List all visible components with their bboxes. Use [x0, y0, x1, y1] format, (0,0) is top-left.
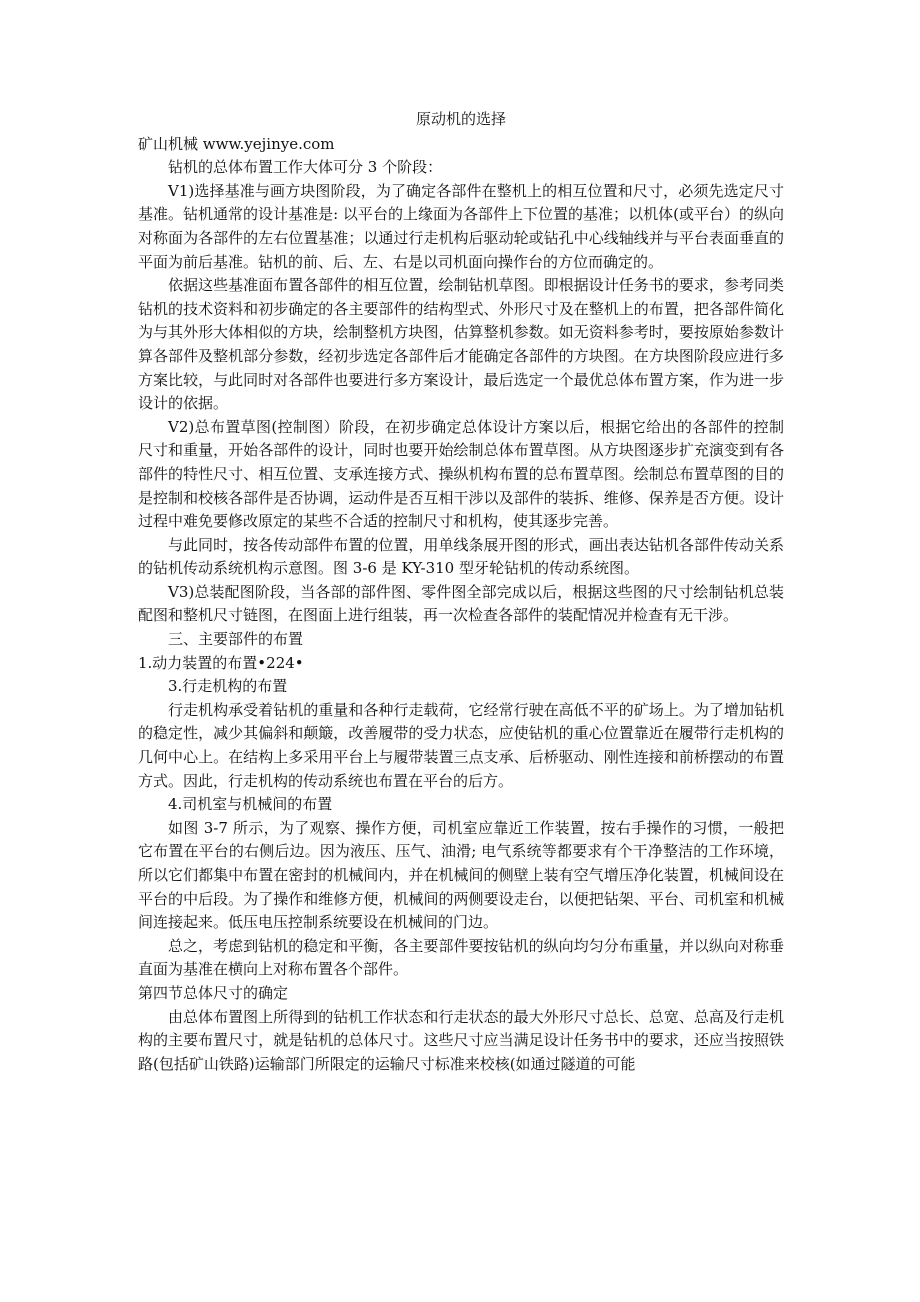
subheading-power-unit: 1.动力装置的布置•224•	[138, 653, 304, 672]
paragraph-stage-3: V3)总装配图阶段，当各部的部件图、零件图全部完成以后，根据这些图的尺寸绘制钻机总装配图和整机尺寸链图，在图面上进行组装，再一次检查各部件的装配情况并检查有无干涉。	[138, 582, 784, 625]
section-heading-main-parts: 三、主要部件的布置	[168, 630, 304, 649]
paragraph-cab-machinery: 如图 3-7 所示，为了观察、操作方便，司机室应靠近工作装置，按右手操作的习惯，一般把它布置在平台的右侧后边。因为液压、压气、油滑; 电气系统等都要求有个干净整洁的工作环境，所以它们都集中布置在密封的机械间内，并在机械间的侧壁上装有空气增压净化装置，机械间设在平台的中后段。为了操作和维修方便，机械间的两侧要设走台，以便把钻架、平台、司机室和机械间连接起来。低压电压控制系统要设在机械间的门边。	[138, 818, 784, 932]
paragraph-stage-1: V1)选择基准与画方块图阶段，为了确定各部件在整机上的相互位置和尺寸，必须先选定尺寸基准。钻机通常的设计基准是: 以平台的上缘面为各部件上下位置的基准；以机体(或平台）的纵向对称面为各部件的左右位置基准；以通过行走机构后驱动轮或钻孔中心线轴线并与平台表面垂直的平面为前后基准。钻机的前、后、左、右是以司机面向操作台的方位而确定的。	[138, 181, 784, 271]
document-title: 原动机的选择	[415, 110, 506, 128]
subheading-cab-machinery: 4.司机室与机械间的布置	[168, 795, 333, 814]
paragraph-intro: 钻机的总体布置工作大体可分 3 个阶段：	[168, 158, 443, 177]
document-page	[138, 108, 784, 1076]
paragraph-transmission: 与此同时，按各传动部件布置的位置，用单线条展开图的形式，画出表达钻机各部件传动关系的钻机传动系统机构示意图。图 3-6 是 KY-310 型牙轮钻机的传动系统图。	[138, 535, 784, 578]
source-line: 矿山机械 www.yejinye.com	[138, 134, 335, 153]
paragraph-stage-2: V2)总布置草图(控制图）阶段，在初步确定总体设计方案以后，根据它给出的各部件的控制尺寸和重量，开始各部件的设计，同时也要开始绘制总体布置草图。从方块图逐步扩充演变到有各部件的特性尺寸、相互位置、支承连接方式、操纵机构布置的总布置草图。绘制总布置草图的目的是控制和校核各部件是否协调，运动件是否互相干涉以及部件的装拆、维修、保养是否方便。设计过程中难免要修改原定的某些不合适的控制尺寸和机构，使其逐步完善。	[138, 417, 784, 531]
subheading-travel-mechanism: 3.行走机构的布置	[168, 677, 288, 696]
paragraph-travel-mechanism: 行走机构承受着钻机的重量和各种行走载荷，它经常行驶在高低不平的矿场上。为了增加钻机的稳定性，减少其偏斜和颠簸，改善履带的受力状态，应使钻机的重心位置靠近在履带行走机构的几何中心上。在结构上多采用平台上与履带装置三点支承、后桥驱动、刚性连接和前桥摆动的布置方式。因此，行走机构的传动系统也布置在平台的后方。	[138, 700, 784, 790]
section-heading-overall-dimensions: 第四节总体尺寸的确定	[138, 983, 289, 1002]
paragraph-overall-dimensions: 由总体布置图上所得到的钻机工作状态和行走状态的最大外形尺寸总长、总宽、总高及行走机构的主要布置尺寸，就是钻机的总体尺寸。这些尺寸应当满足设计任务书中的要求，还应当按照铁路(包括矿山铁路)运输部门所限定的运输尺寸标准来校核(如通过隧道的可能	[138, 1007, 784, 1073]
paragraph-summary: 总之，考虑到钻机的稳定和平衡，各主要部件要按钻机的纵向均匀分布重量，并以纵向对称垂直面为基准在横向上对称布置各个部件。	[138, 936, 784, 979]
paragraph-stage-1-detail: 依据这些基准面布置各部件的相互位置，绘制钻机草图。即根据设计任务书的要求，参考同类钻机的技术资料和初步确定的各主要部件的结构型式、外形尺寸及在整机上的布置，把各部件简化为与其外形大体相似的方块，绘制整机方块图，估算整机参数。如无资料参考时，要按原始参数计算各部件及整机部分参数，经初步选定各部件后才能确定各部件的方块图。在方块图阶段应进行多方案比较，与此同时对各部件也要进行多方案设计，最后选定一个最优总体布置方案，作为进一步设计的依据。	[138, 276, 784, 413]
